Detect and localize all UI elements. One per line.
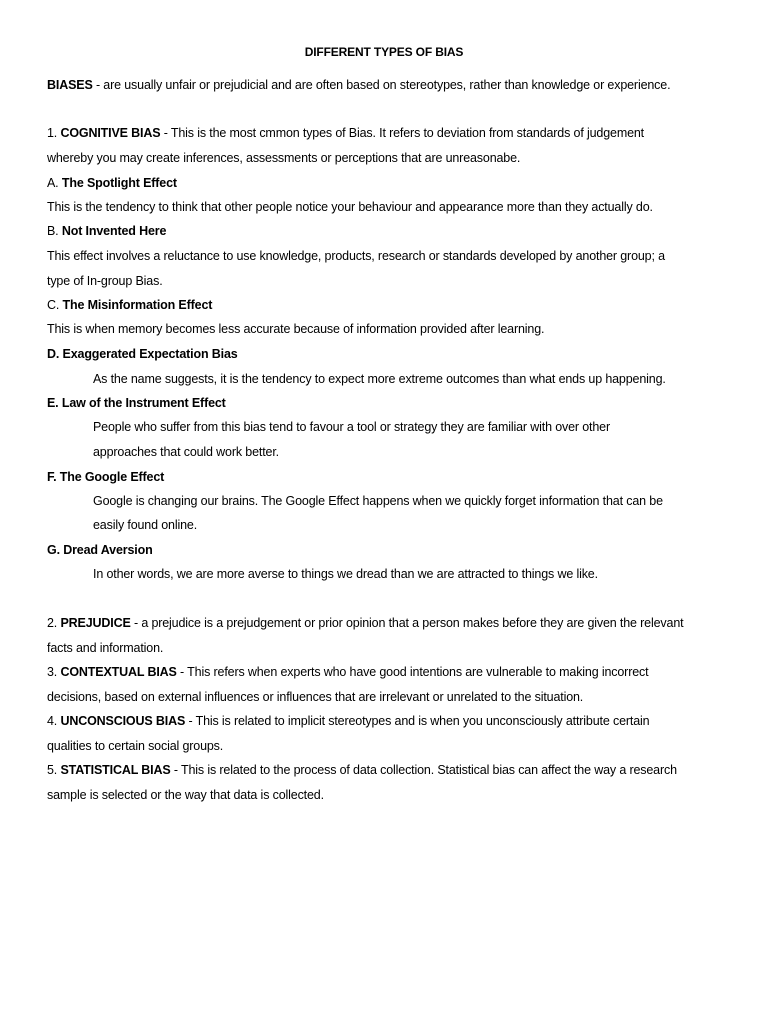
cognitive-number: 1. bbox=[47, 126, 61, 140]
subtype-c-name: The Misinformation Effect bbox=[62, 298, 213, 312]
cognitive-bias-line-1 bbox=[47, 125, 644, 141]
subtype-a-text: This is the tendency to think that other people notice your behaviour and appearance more than they actually do. bbox=[47, 200, 653, 214]
statistical-line-1 bbox=[47, 762, 677, 778]
cognitive-text: - This is the most cmmon types of Bias. It refers to deviation from standards of judgement bbox=[160, 126, 645, 140]
subtype-a-heading bbox=[47, 175, 177, 191]
subtype-d-name: D. Exaggerated Expectation Bias bbox=[47, 347, 238, 361]
subtype-e-text-1: People who suffer from this bias tend to favour a tool or strategy they are familiar with over other bbox=[93, 420, 610, 434]
subtype-e-name: E. Law of the Instrument Effect bbox=[47, 396, 226, 410]
subtype-b-name: Not Invented Here bbox=[61, 224, 167, 238]
prejudice-text: - a prejudice is a prejudgement or prior opinion that a person makes before they are given the relevant bbox=[130, 616, 684, 630]
subtype-a-name: The Spotlight Effect bbox=[61, 176, 177, 190]
subtype-g-text: In other words, we are more averse to things we dread than we are attracted to things we like. bbox=[93, 567, 598, 581]
subtype-d-text: As the name suggests, it is the tendency to expect more extreme outcomes than what ends up happening. bbox=[93, 372, 666, 386]
unconscious-text: - This is related to implicit stereotypes and is when you unconsciously attribute certain bbox=[185, 714, 650, 728]
statistical-term: STATISTICAL BIAS bbox=[60, 763, 171, 777]
intro-text: - are usually unfair or prejudicial and are often based on stereotypes, rather than knowledge or experience. bbox=[92, 78, 671, 92]
prejudice-line-2: facts and information. bbox=[47, 641, 164, 655]
prejudice-term: PREJUDICE bbox=[60, 616, 131, 630]
unconscious-line-2: qualities to certain social groups. bbox=[47, 739, 224, 753]
subtype-f-name: F. The Google Effect bbox=[47, 470, 165, 484]
subtype-b-letter: B. bbox=[47, 224, 62, 238]
contextual-line-2: decisions, based on external influences or influences that are irrelevant or unrelated to the situation. bbox=[47, 690, 584, 704]
contextual-term: CONTEXTUAL BIAS bbox=[60, 665, 177, 679]
unconscious-term: UNCONSCIOUS BIAS bbox=[60, 714, 186, 728]
subtype-c-heading bbox=[47, 297, 212, 313]
subtype-f-heading bbox=[47, 469, 164, 485]
prejudice-line-1 bbox=[47, 615, 683, 631]
unconscious-number: 4. bbox=[47, 714, 61, 728]
subtype-c-text: This is when memory becomes less accurate because of information provided after learning. bbox=[47, 322, 545, 336]
subtype-b-text-1: This effect involves a reluctance to use knowledge, products, research or standards developed by another group; a bbox=[47, 249, 665, 263]
contextual-text: - This refers when experts who have good intentions are vulnerable to making incorrect bbox=[176, 665, 649, 679]
subtype-c-letter: C. bbox=[47, 298, 63, 312]
subtype-f-text-1: Google is changing our brains. The Google Effect happens when we quickly forget information that can be bbox=[93, 494, 663, 508]
subtype-g-heading bbox=[47, 542, 153, 558]
intro-term: BIASES bbox=[47, 78, 93, 92]
subtype-g-name: G. Dread Aversion bbox=[47, 543, 153, 557]
statistical-number: 5. bbox=[47, 763, 61, 777]
subtype-b-text-2: type of In-group Bias. bbox=[47, 274, 163, 288]
statistical-line-2: sample is selected or the way that data is collected. bbox=[47, 788, 324, 802]
document-title: DIFFERENT TYPES OF BIAS bbox=[304, 45, 464, 59]
contextual-line-1 bbox=[47, 664, 648, 680]
subtype-a-letter: A. bbox=[47, 176, 62, 190]
cognitive-bias-line-2: whereby you may create inferences, assessments or perceptions that are unreasonabe. bbox=[47, 151, 521, 165]
subtype-f-text-2: easily found online. bbox=[93, 518, 198, 532]
intro-paragraph bbox=[47, 77, 670, 93]
subtype-e-heading bbox=[47, 395, 226, 411]
subtype-d-heading bbox=[47, 346, 238, 362]
statistical-text: - This is related to the process of data collection. Statistical bias can affect the way a research bbox=[170, 763, 677, 777]
unconscious-line-1 bbox=[47, 713, 649, 729]
cognitive-term: COGNITIVE BIAS bbox=[60, 126, 161, 140]
subtype-b-heading bbox=[47, 223, 166, 239]
contextual-number: 3. bbox=[47, 665, 61, 679]
prejudice-number: 2. bbox=[47, 616, 61, 630]
subtype-e-text-2: approaches that could work better. bbox=[93, 445, 279, 459]
